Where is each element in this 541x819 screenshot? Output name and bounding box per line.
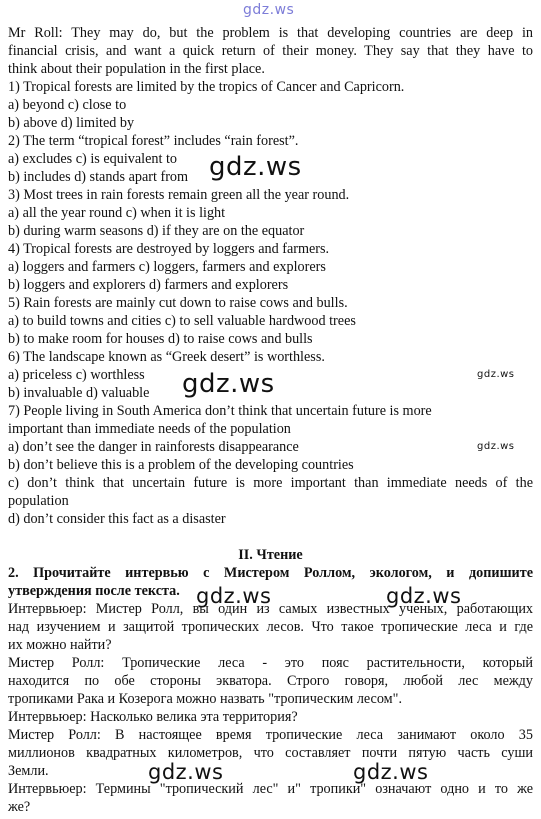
- watermark-large: gdz.ws: [182, 369, 275, 399]
- text-line: b) loggers and explorers d) farmers and explorers: [8, 277, 289, 293]
- text-line: a) don’t see the danger in rainforests disappearance: [8, 439, 299, 455]
- text-line: b) includes d) stands apart from: [8, 169, 189, 185]
- text-line: находится по обе стороны экватора. Строго говоря, любой лес между: [8, 673, 533, 689]
- text-line: d) don’t consider this fact as a disaster: [8, 511, 226, 527]
- watermark-medium: gdz.ws: [196, 584, 272, 608]
- text-line: над изучением и защитой тропических лесов. Что такое тропические леса и где: [8, 619, 533, 635]
- text-line: a) loggers and farmers c) loggers, farmers and explorers: [8, 259, 326, 275]
- text-line: b) above d) limited by: [8, 115, 135, 131]
- text-line: a) all the year round c) when it is light: [8, 205, 226, 221]
- text-line: Интервьюер: Термины "тропический лес" и" тропики" означают одно и то же: [8, 781, 533, 797]
- text-line: think about their population in the first place.: [8, 61, 265, 77]
- text-line: их можно найти?: [8, 637, 112, 653]
- text-line: important than immediate needs of the population: [8, 421, 291, 437]
- text-line: a) beyond c) close to: [8, 97, 127, 113]
- watermark-medium: gdz.ws: [386, 584, 462, 608]
- text-line: 2) The term “tropical forest” includes “rain forest”.: [8, 133, 299, 149]
- text-line: Земли.: [8, 763, 49, 779]
- text-line: 4) Tropical forests are destroyed by loggers and farmers.: [8, 241, 330, 257]
- text-line: a) to build towns and cities c) to sell valuable hardwood trees: [8, 313, 356, 329]
- text-line: Мистер Ролл: В настоящее время тропические леса занимают около 35: [8, 727, 533, 743]
- watermark-small: gdz.ws: [477, 441, 515, 452]
- text-line: утверждения после текста.: [8, 583, 180, 599]
- text-line: II. Чтение: [238, 547, 303, 563]
- watermark-large: gdz.ws: [209, 152, 302, 182]
- text-line: a) priceless c) worthless: [8, 367, 145, 383]
- text-line: a) excludes c) is equivalent to: [8, 151, 178, 167]
- text-line: b) don’t believe this is a problem of the developing countries: [8, 457, 354, 473]
- text-line: Mr Roll: They may do, but the problem is that developing countries are deep in: [8, 25, 533, 41]
- watermark-medium: gdz.ws: [353, 760, 429, 784]
- text-line: population: [8, 493, 69, 509]
- text-line: миллионов квадратных километров, что составляет почти пятую часть суши: [8, 745, 533, 761]
- watermark-small: gdz.ws: [477, 369, 515, 380]
- text-line: 3) Most trees in rain forests remain green all the year round.: [8, 187, 350, 203]
- text-line: Интервьюер: Насколько велика эта территория?: [8, 709, 298, 725]
- watermark-top: gdz.ws: [243, 2, 295, 18]
- text-line: b) invaluable d) valuable: [8, 385, 150, 401]
- text-line: 1) Tropical forests are limited by the tropics of Cancer and Capricorn.: [8, 79, 405, 95]
- text-line: b) to make room for houses d) to raise cows and bulls: [8, 331, 313, 347]
- text-line: же?: [8, 799, 31, 815]
- text-line: b) during warm seasons d) if they are on the equator: [8, 223, 305, 239]
- watermark-medium: gdz.ws: [148, 760, 224, 784]
- text-line: 5) Rain forests are mainly cut down to raise cows and bulls.: [8, 295, 348, 311]
- text-line: 7) People living in South America don’t think that uncertain future is more: [8, 403, 432, 419]
- text-line: Мистер Ролл: Тропические леса - это пояс растительности, который: [8, 655, 533, 671]
- text-line: c) don’t think that uncertain future is more important than immediate needs of the: [8, 475, 533, 491]
- text-line: 6) The landscape known as “Greek desert” is worthless.: [8, 349, 325, 365]
- text-line: financial crisis, and want a quick return of their money. They say that they have to: [8, 43, 533, 59]
- text-line: 2. Прочитайте интервью с Мистером Роллом, экологом, и допишите: [8, 565, 533, 581]
- text-line: Интервьюер: Мистер Ролл, вы один из самых известных ученых, работающих: [8, 601, 533, 617]
- text-line: тропиками Рака и Козерога можно назвать "тропическим лесом".: [8, 691, 402, 707]
